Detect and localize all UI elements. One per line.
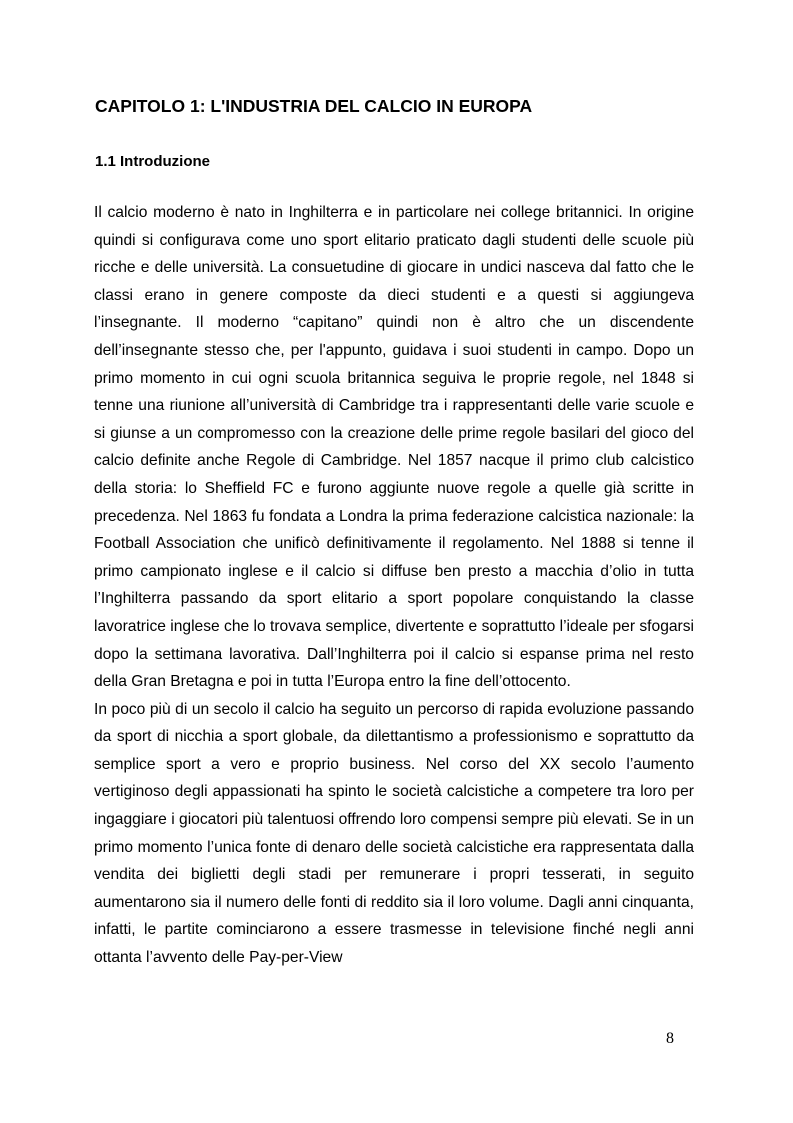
paragraph: Il calcio moderno è nato in Inghilterra e in particolare nei college britannici. In origine quindi si configurava come uno sport elitario praticato dagli studenti delle scuole più ricche e delle università. La consuetudine di giocare in undici nasceva dal fatto che le classi erano in genere composte da dieci studenti e a questi si aggiungeva l’insegnante. Il moderno “capitano” quindi non è altro che un discendente dell’insegnante stesso che, per l'appunto, guidava i suoi studenti in campo. Dopo un primo momento in cui ogni scuola britannica seguiva le proprie regole, nel 1848 si tenne una riunione all’università di Cambridge tra i rappresentanti delle varie scuole e si giunse a un compromesso con la creazione delle prime regole basilari del gioco del calcio definite anche Regole di Cambridge. Nel 1857 nacque il primo club calcistico della storia: lo Sheffield FC e furono aggiunte nuove regole a quelle già scritte in precedenza. Nel 1863 fu fondata a Londra la prima federazione calcistica nazionale: la Football Association che unificò definitivamente il regolamento. Nel 1888 si tenne il primo campionato inglese e il calcio si diffuse ben presto a macchia d’olio in tutta l’Inghilterra passando da sport elitario a sport popolare conquistando la classe lavoratrice inglese che lo trovava semplice, divertente e soprattutto l’ideale per sfogarsi dopo la settimana lavorativa. Dall’Inghilterra poi il calcio si espanse prima nel resto della Gran Bretagna e poi in tutta l’Europa entro la fine dell’ottocento. [94, 204, 694, 691]
section-title: 1.1 Introduzione [95, 153, 211, 170]
body-text [94, 199, 694, 972]
page-number: 8 [666, 1030, 674, 1047]
paragraph: In poco più di un secolo il calcio ha seguito un percorso di rapida evoluzione passando da sport di nicchia a sport globale, da dilettantismo a professionismo e soprattutto da semplice sport a vero e proprio business. Nel corso del XX secolo l’aumento vertiginoso degli appassionati ha spinto le società calcistiche a competere tra loro per ingaggiare i giocatori più talentuosi offrendo loro compensi sempre più elevati. Se in un primo momento l’unica fonte di denaro delle società calcistiche era rappresentata dalla vendita dei biglietti degli stadi per remunerare i propri tesserati, in seguito aumentarono sia il numero delle fonti di reddito sia il loro volume. Dagli anni cinquanta, infatti, le partite cominciarono a essere trasmesse in televisione finché negli anni ottanta l’avvento delle Pay-per-View [94, 700, 694, 967]
chapter-title: CAPITOLO 1: L'INDUSTRIA DEL CALCIO IN EUROPA [95, 96, 533, 116]
